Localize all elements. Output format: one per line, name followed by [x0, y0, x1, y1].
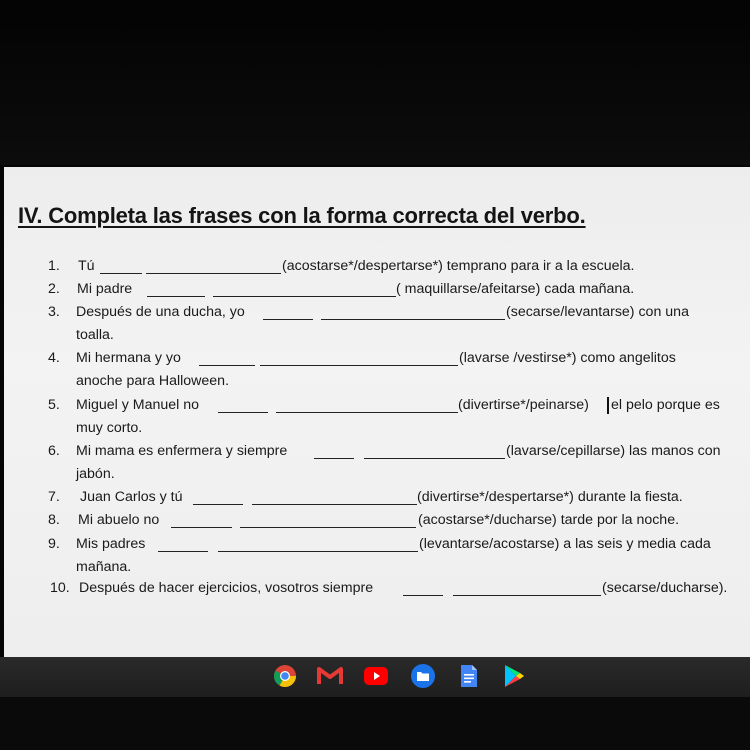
item-continuation: anoche para Halloween. — [76, 373, 230, 389]
answer-blank-short[interactable] — [314, 458, 354, 459]
item-continuation: muy corto. — [76, 420, 143, 436]
answer-blank-short[interactable] — [171, 527, 232, 528]
answer-blank-short[interactable] — [100, 273, 142, 274]
answer-blank-long[interactable] — [252, 504, 417, 505]
play-store-icon[interactable] — [501, 663, 527, 689]
item-verbs: (acostarse*/ducharse) tarde por la noche. — [418, 512, 680, 528]
item-verbs: (divertirse*/peinarse) — [458, 397, 589, 413]
gmail-icon[interactable] — [317, 663, 343, 689]
item-prompt: Después de hacer ejercicios, vosotros siempre — [79, 580, 374, 596]
answer-blank-long[interactable] — [364, 458, 505, 459]
item-number: 8. — [48, 512, 60, 528]
item-continuation: jabón. — [76, 466, 115, 482]
answer-blank-long[interactable] — [213, 296, 396, 297]
item-number: 4. — [48, 350, 60, 366]
answer-blank-short[interactable] — [218, 412, 268, 413]
item-prompt: Miguel y Manuel no — [76, 397, 200, 413]
answer-blank-long[interactable] — [218, 551, 418, 552]
item-verbs: (secarse/levantarse) con una — [506, 304, 689, 320]
monitor-bezel-bottom — [0, 697, 750, 750]
answer-blank-long[interactable] — [276, 412, 458, 413]
item-number: 2. — [48, 281, 60, 297]
item-verbs: (divertirse*/despertarse*) durante la fiesta. — [417, 489, 683, 505]
files-icon[interactable] — [410, 663, 436, 689]
answer-blank-long[interactable] — [260, 365, 458, 366]
answer-blank-short[interactable] — [193, 504, 243, 505]
item-verbs-continued: el pelo porque es — [611, 397, 720, 413]
item-prompt: Mi padre — [77, 281, 133, 297]
answer-blank-short[interactable] — [403, 595, 443, 596]
answer-blank-long[interactable] — [240, 527, 416, 528]
item-continuation: mañana. — [76, 559, 132, 575]
answer-blank-long[interactable] — [453, 595, 601, 596]
item-verbs: ( maquillarse/afeitarse) cada mañana. — [396, 281, 635, 297]
item-number: 7. — [48, 489, 60, 505]
answer-blank-short[interactable] — [147, 296, 205, 297]
item-continuation: toalla. — [76, 327, 114, 343]
item-number: 3. — [48, 304, 60, 320]
worksheet-heading: IV. Completa las frases con la forma correcta del verbo. — [18, 203, 586, 228]
item-verbs: (lavarse /vestirse*) como angelitos — [459, 350, 676, 366]
item-number: 9. — [48, 536, 60, 552]
docs-icon[interactable] — [456, 663, 482, 689]
item-prompt: Juan Carlos y tú — [80, 489, 183, 505]
answer-blank-long[interactable] — [321, 319, 505, 320]
item-number: 6. — [48, 443, 60, 459]
item-number: 1. — [48, 258, 60, 274]
item-number: 5. — [48, 397, 60, 413]
item-prompt: Mi mama es enfermera y siempre — [76, 443, 288, 459]
item-verbs: (lavarse/cepillarse) las manos con — [506, 443, 721, 459]
item-prompt: Mi hermana y yo — [76, 350, 181, 366]
answer-blank-short[interactable] — [158, 551, 208, 552]
monitor-bezel-top — [0, 0, 750, 165]
answer-blank-short[interactable] — [263, 319, 313, 320]
chrome-icon[interactable] — [272, 663, 298, 689]
answer-blank-long[interactable] — [146, 273, 281, 274]
item-prompt: Mis padres — [76, 536, 146, 552]
youtube-icon[interactable] — [363, 663, 389, 689]
text-cursor — [607, 397, 609, 414]
item-prompt: Después de una ducha, yo — [76, 304, 245, 320]
item-verbs: (levantarse/acostarse) a las seis y media cada — [419, 536, 711, 552]
item-prompt: Mi abuelo no — [78, 512, 160, 528]
answer-blank-short[interactable] — [199, 365, 255, 366]
item-verbs: (secarse/ducharse). — [602, 580, 728, 596]
item-prompt: Tú — [78, 258, 95, 274]
item-verbs: (acostarse*/despertarse*) temprano para ir a la escuela. — [282, 258, 635, 274]
item-number: 10. — [50, 580, 70, 596]
